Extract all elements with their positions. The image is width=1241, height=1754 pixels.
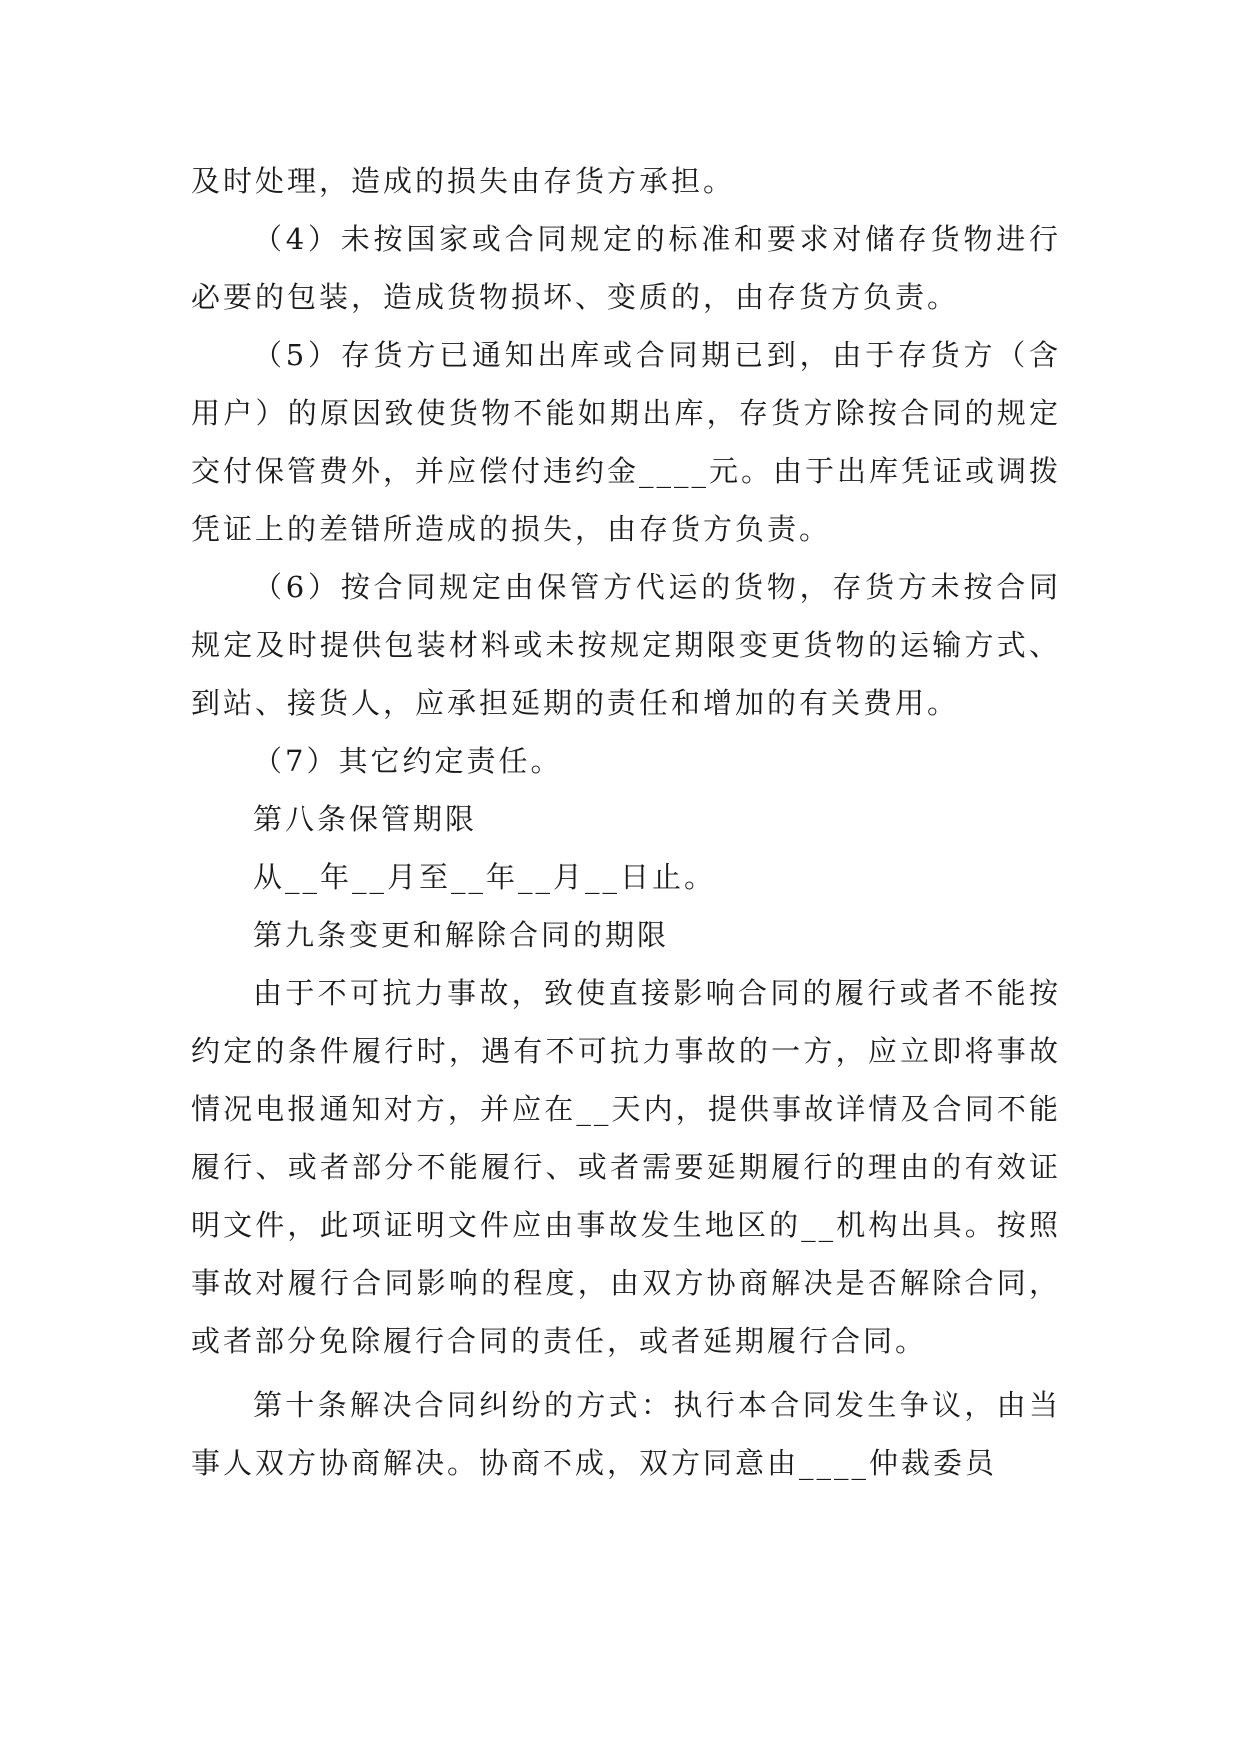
paragraph-clause-4: （4）未按国家或合同规定的标准和要求对储存货物进行必要的包装，造成货物损坏、变质的，由存货方负责。 [191, 222, 1061, 314]
paragraph-clause-6: （6）按合同规定由保管方代运的货物，存货方未按合同规定及时提供包装材料或未按规定期限变更货物的运输方式、到站、接货人，应承担延期的责任和增加的有关费用。 [191, 570, 1061, 720]
paragraph-clause-7: （7）其它约定责任。 [253, 744, 563, 778]
paragraph-force-majeure: 由于不可抗力事故，致使直接影响合同的履行或者不能按约定的条件履行时，遇有不可抗力事故的一方，应立即将事故情况电报通知对方，并应在__天内，提供事故详情及合同不能履行、或者部分不能履行、或者需要延期履行的理由的有效证明文件，此项证明文件应由事故发生地区的__机构出具。按照事故对履行合同影响的程度，由双方协商解决是否解除合同，或者部分免除履行合同的责任，或者延期履行合同。 [191, 976, 1061, 1358]
paragraph-storage-period: 从__年__月至__年__月__日止。 [253, 860, 717, 894]
document-body [191, 152, 1061, 1492]
paragraph-clause-5: （5）存货方已通知出库或合同期已到，由于存货方（含用户）的原因致使货物不能如期出库，存货方除按合同的规定交付保管费外，并应偿付违约金____元。由于出库凭证或调拨凭证上的差错所造成的损失，由存货方负责。 [191, 338, 1062, 546]
heading-article-8: 第八条保管期限 [253, 802, 478, 836]
paragraph-article-10: 第十条解决合同纠纷的方式：执行本合同发生争议，由当事人双方协商解决。协商不成，双方同意由____仲裁委员 [191, 1388, 1061, 1480]
paragraph-continuation: 及时处理，造成的损失由存货方承担。 [191, 164, 736, 198]
heading-article-9: 第九条变更和解除合同的期限 [253, 918, 670, 952]
